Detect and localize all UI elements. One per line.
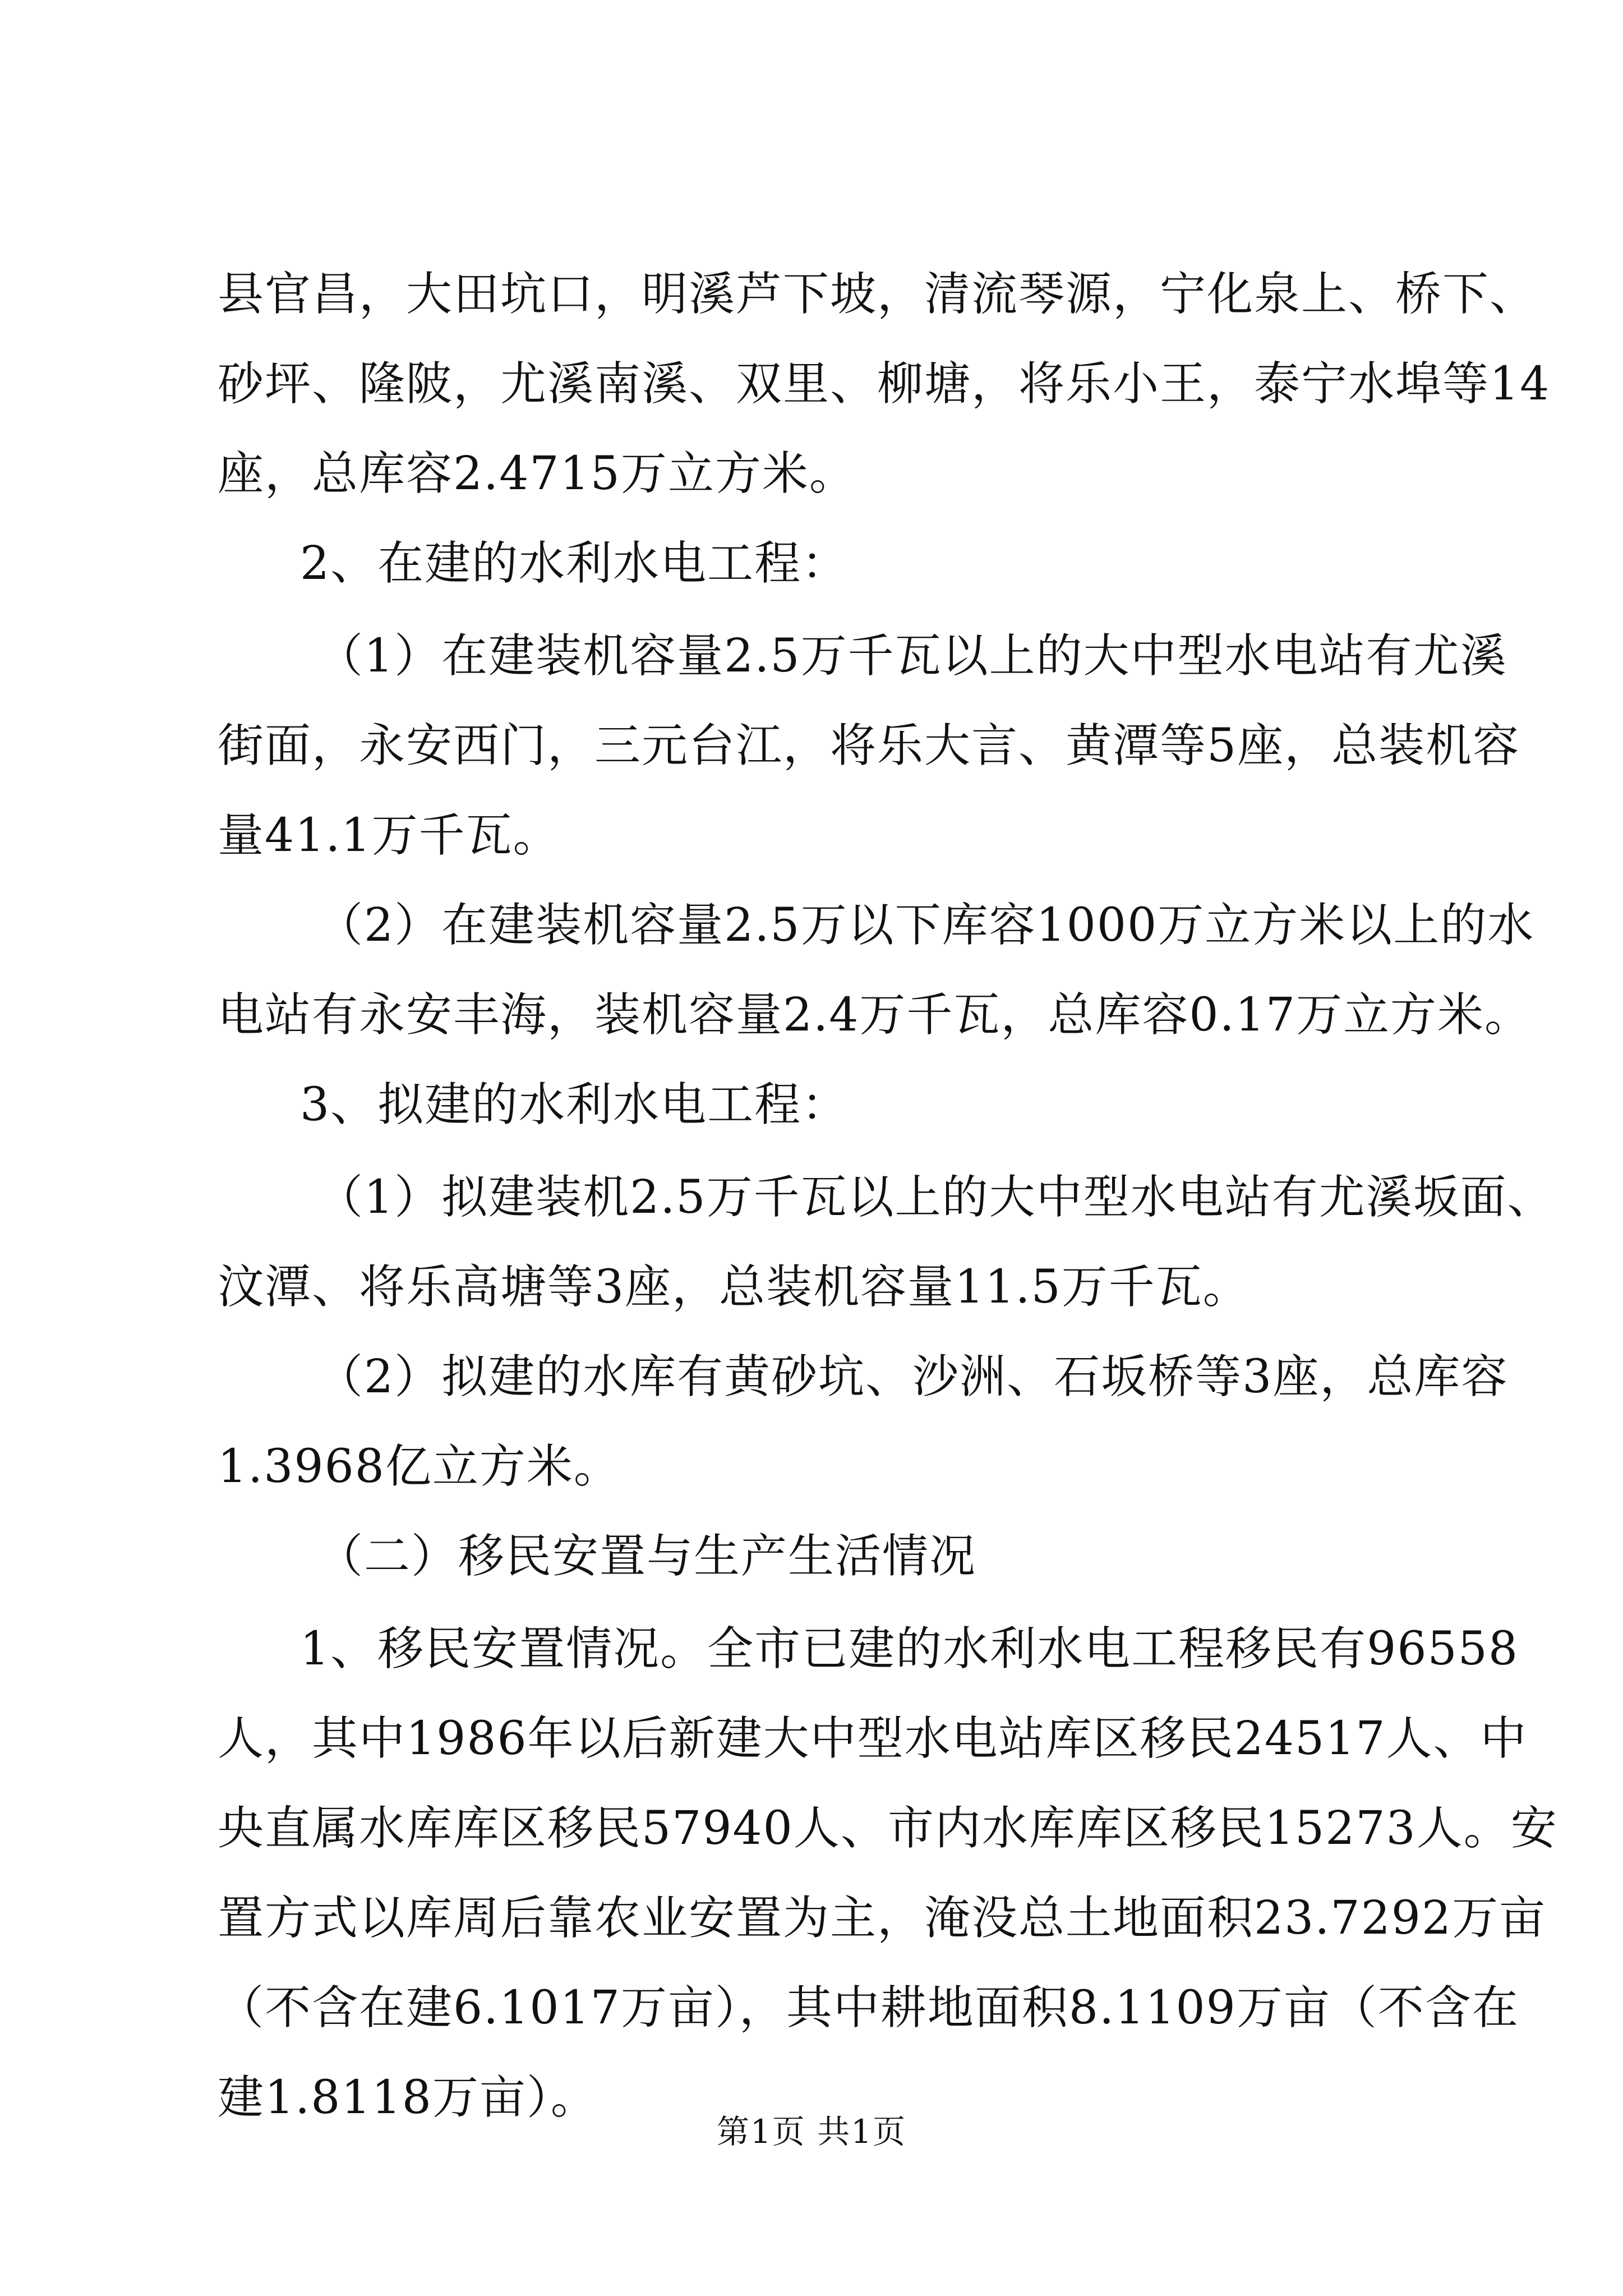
text-line-7: 量41.1万千瓦。 [218, 809, 560, 862]
text-line-19: 置方式以库周后靠农业安置为主，淹没总土地面积23.7292万亩 [218, 1892, 1547, 1945]
section-heading-in-construction: 2、在建的水利水电工程： [300, 537, 849, 590]
text-line-9: 电站有永安丰海，装机容量2.4万千瓦，总库容0.17万立方米。 [218, 988, 1532, 1042]
text-line-20: （不含在建6.1017万亩），其中耕地面积8.1109万亩（不含在 [218, 1981, 1519, 2035]
section-heading-resettlement: （二）移民安置与生产生活情况 [317, 1530, 977, 1583]
section-heading-planned: 3、拟建的水利水电工程： [300, 1078, 849, 1131]
text-line-14: 1.3968亿立方米。 [218, 1440, 621, 1493]
text-line-12: 汶潭、将乐高塘等3座，总装机容量11.5万千瓦。 [218, 1260, 1250, 1314]
text-line-5: （1）在建装机容量2.5万千瓦以上的大中型水电站有尤溪 [317, 629, 1507, 683]
text-line-1: 县官昌，大田坑口，明溪芦下坡，清流琴源，宁化泉上、桥下、 [218, 268, 1537, 321]
text-line-2: 砂坪、隆陂，尤溪南溪、双里、柳塘，将乐小王，泰宁水埠等14 [218, 357, 1551, 411]
text-line-17: 人，其中1986年以后新建大中型水电站库区移民24517人、中 [218, 1712, 1528, 1765]
text-line-16: 1、移民安置情况。全市已建的水利水电工程移民有96558 [300, 1622, 1519, 1676]
text-line-11: （1）拟建装机2.5万千瓦以上的大中型水电站有尤溪坂面、 [317, 1171, 1555, 1224]
text-line-13: （2）拟建的水库有黄砂坑、沙洲、石坂桥等3座，总库容 [317, 1350, 1509, 1404]
text-line-21: 建1.8118万亩）。 [218, 2071, 598, 2124]
text-line-3: 座，总库容2.4715万立方米。 [218, 447, 856, 500]
text-line-6: 街面，永安西门，三元台江，将乐大言、黄潭等5座，总装机容 [218, 719, 1520, 772]
page-footer: 第1页 共1页 [716, 2113, 907, 2151]
text-line-8: （2）在建装机容量2.5万以下库容1000万立方米以上的水 [317, 899, 1535, 952]
text-line-18: 央直属水库库区移民57940人、市内水库库区移民15273人。安 [218, 1802, 1558, 1855]
